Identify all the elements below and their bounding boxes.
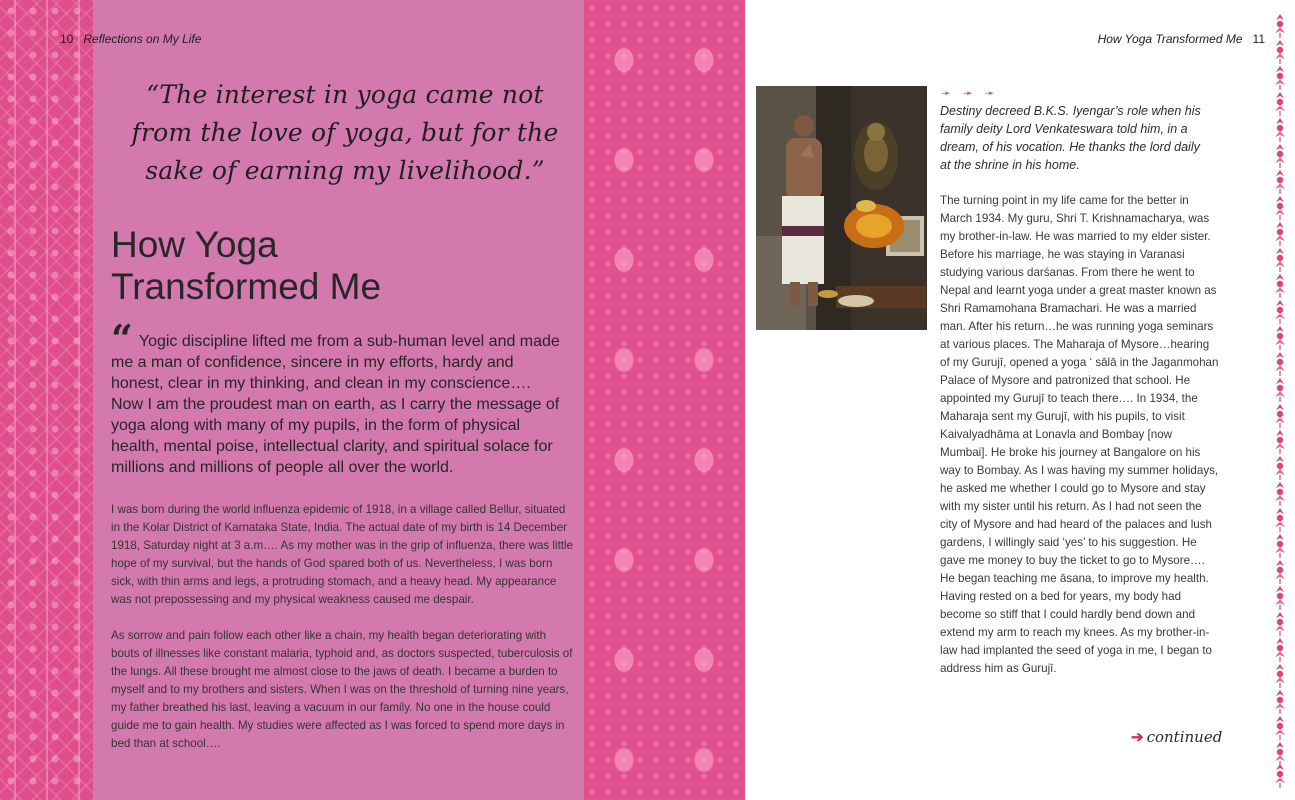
paragraph: I was born during the world influenza epidemic of 1918, in a village called Bellur, situated in the Kolar District of Karnataka State, India. The actual date of my birth is 14 December 1918, Saturday night at 3 a.m…. As my mother was in the grip of influenza, there was little hope of my survival, but the hands of God spared both of us. Nevertheless, I was born sick, with thin arms and legs, a protruding stomach, and a heavy head. My appearance was not prepossessing and my physical weakness caused me despair. <box>111 503 574 606</box>
running-head-left <box>60 32 201 46</box>
chapter-title <box>111 224 551 308</box>
photo-shrine <box>756 86 927 330</box>
decorative-motif-border <box>1265 12 1295 788</box>
photo-caption: Destiny decreed B.K.S. Iyengar’s role when his family deity Lord Venkateswara told him, in a dream, of his vocation. He thanks the lord daily at the shrine in his home. <box>940 104 1201 172</box>
page-number-right: 11 <box>1252 32 1265 46</box>
chapter-title-line-1: How Yoga <box>111 224 278 265</box>
continued-label: continued <box>1146 728 1223 746</box>
paragraph: As sorrow and pain follow each other like a chain, my health began deteriorating with bouts of illnesses like constant malaria, typhoid and, as doctors suspected, tuberculosis of the lungs. All these brought me almost close to the jaws of death. I became a burden to myself and to my brothers and sisters. When I was on the threshold of turning nine years, my father breathed his last, leaving a vacuum in our family. No one in the house could guide me to gain health. My studies were affected as I was forced to spend more days in bed than at school…. <box>111 629 573 750</box>
quote-mark-icon: “ <box>111 316 133 361</box>
continued-link[interactable] <box>1131 728 1222 746</box>
left-pattern-band <box>0 0 93 800</box>
lead-quote-text: Yogic discipline lifted me from a sub-human level and made me a man of confidence, sincere in my efforts, hardy and honest, clear in my thinking, and clean in my conscience…. Now I am the proudest man on earth, as I carry the message of yoga along with many of my pupils, in the form of physical health, mental poise, intellectual clarity, and spiritual solace for millions and millions of people all over the world. <box>111 333 560 476</box>
pull-quote: “The interest in yoga came not from the love of yoga, but for the sake of earning my livelihood.” <box>131 80 559 185</box>
body-text-right <box>940 192 1222 678</box>
body-text-left <box>111 501 577 771</box>
caption-arrows-icon: ➛ ➛ ➛ <box>941 86 999 100</box>
running-head-right-text: How Yoga Transformed Me <box>1097 32 1243 46</box>
floral-pattern-band <box>584 0 745 800</box>
chapter-title-line-2: Transformed Me <box>111 266 382 307</box>
running-head-right <box>1098 32 1265 46</box>
lead-quote <box>111 316 566 478</box>
paragraph: The turning point in my life came for the better in March 1934. My guru, Shri T. Krishnamacharya, was my brother-in-law. He was married to my elder sister. Before his marriage, he was staying in Varanasi studying various darśanas. From there he went to Nepal and learnt yoga under a great master known as Shri Ramamohana Bramachari. He was a married man. After his return…he was running yoga seminars at various places. The Maharaja of Mysore…hearing of my Gurujī, opened a yoga ‘ sālā in the Jaganmohan Palace of Mysore and patronized that school. He appointed my Gurujī to teach there…. In 1934, the Maharaja sent my Gurujī, with his pupils, to visit Kaivalyadhāma at Lonavla and Bombay [now Mumbai]. He broke his journey at Bangalore on his way to Bombay. As I was having my summer holidays, he asked me whether I could go to Mysore and stay with my sister until his return. As I had not seen the city of Mysore and had heard of the palaces and lush gardens, I willingly said ‘yes’ to his suggestion. He gave me money to buy the ticket to go to Mysore…. He began teaching me āsana, to improve my health. Having rested on a bed for years, my body had become so stiff that I could hardly bend down and extend my arm to reach my knees. As my brother-in-law had implanted the seed of yoga in me, I began to address him as Gurujī. <box>940 194 1219 675</box>
page-number-left: 10 <box>60 32 74 46</box>
running-head-left-text: Reflections on My Life <box>83 32 202 46</box>
arrow-right-icon: ➔ <box>1131 728 1144 746</box>
